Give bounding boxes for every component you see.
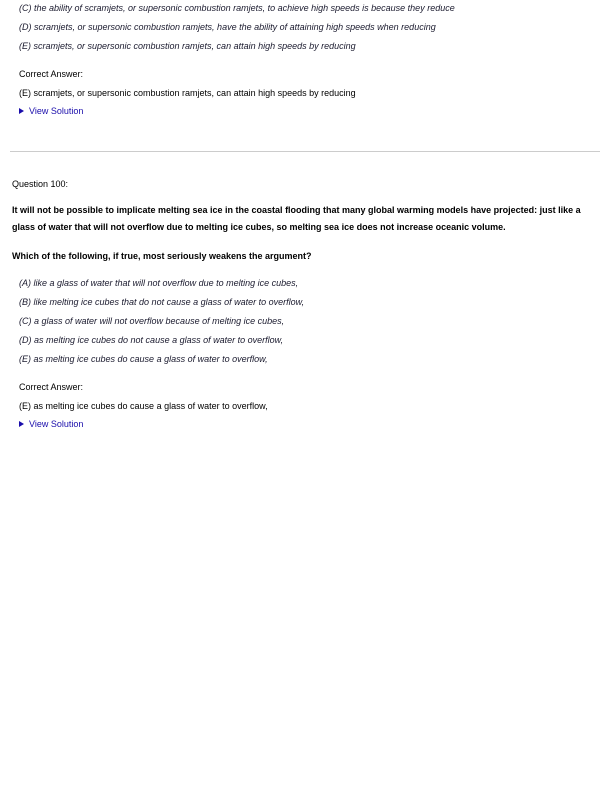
correct-answer-label-q100: Correct Answer: — [19, 382, 84, 392]
option-d: (D) as melting ice cubes do not cause a glass of water to overflow, — [19, 335, 284, 345]
question-prompt: Which of the following, if true, most seriously weakens the argument? — [12, 251, 312, 261]
option-b: (B) like melting ice cubes that do not cause a glass of water to overflow, — [19, 297, 305, 307]
triangle-right-icon — [19, 421, 24, 427]
option-d-prev: (D) scramjets, or supersonic combustion ramjets, have the ability of attaining high speeds when reducing — [19, 22, 436, 32]
question-stem: It will not be possible to implicate melting sea ice in the coastal flooding that many global warming models have projected: just like a glass of water that will not overflow due to melting ice cubes, so melting sea ice does not increase oceanic volume. — [12, 205, 581, 232]
correct-answer-label: Correct Answer: — [19, 69, 84, 79]
option-e-prev: (E) scramjets, or supersonic combustion ramjets, can attain high speeds by reducing — [19, 41, 356, 51]
option-a: (A) like a glass of water that will not overflow due to melting ice cubes, — [19, 278, 299, 288]
option-e: (E) as melting ice cubes do cause a glass of water to overflow, — [19, 354, 268, 364]
view-solution-link-q100[interactable] — [19, 419, 83, 429]
option-c: (C) a glass of water will not overflow because of melting ice cubes, — [19, 316, 285, 326]
option-c-prev: (C) the ability of scramjets, or supersonic combustion ramjets, to achieve high speeds is because they reduce — [19, 3, 455, 13]
correct-answer-text: (E) scramjets, or supersonic combustion ramjets, can attain high speeds by reducing — [19, 88, 356, 98]
question-title: Question 100: — [12, 179, 69, 189]
divider — [10, 151, 600, 152]
triangle-right-icon — [19, 108, 24, 114]
correct-answer-text-q100: (E) as melting ice cubes do cause a glass of water to overflow, — [19, 401, 268, 411]
view-solution-link[interactable] — [19, 106, 83, 116]
view-solution-label: View Solution — [29, 419, 84, 429]
view-solution-label: View Solution — [29, 106, 84, 116]
